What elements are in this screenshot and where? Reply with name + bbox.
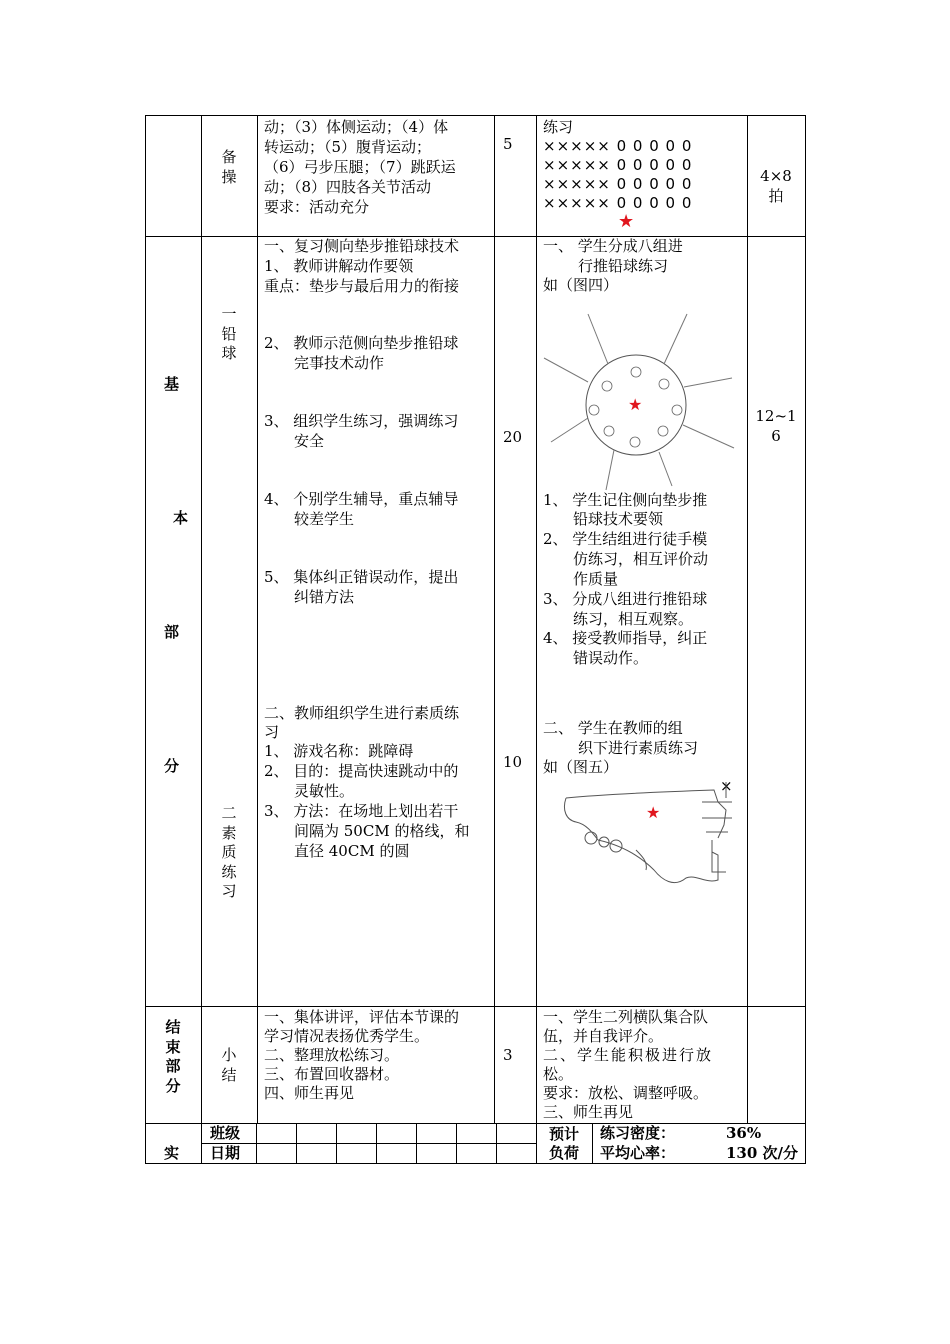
basic-load: 12~1 6 [755, 407, 797, 445]
cross-mark: × [720, 777, 733, 795]
text-line: 较差学生 [294, 510, 355, 528]
text-line: 安全 [294, 432, 325, 450]
fitness-label: 二 素 质 练 习 [221, 804, 237, 900]
density-value: 36% [726, 1124, 762, 1142]
text-line: 间隔为 50CM 的格线，和 [294, 822, 470, 840]
fitness-time: 10 [503, 753, 523, 771]
figure-5-diagram [536, 780, 747, 900]
text-line: 松。 [543, 1065, 574, 1083]
org-line: 如（图四） [543, 276, 619, 294]
shotput-label: 一 铅 球 [221, 305, 237, 362]
text-line: 3、 组织学生练习，强调练习 [264, 412, 459, 430]
text-line: 一、复习侧向垫步推铅球技术 [264, 237, 460, 255]
formation-row: ××××× 0 0 0 0 0 [543, 156, 693, 174]
warmup-section-label: 备 操 [221, 148, 237, 186]
text-line: 动；（8）四肢各关节活动 [264, 178, 432, 196]
warmup-org-title: 练习 [543, 118, 574, 136]
formation-row: ××××× 0 0 0 0 0 [543, 194, 693, 212]
org-line: 错误动作。 [573, 649, 649, 667]
text-line: 二、学生能积极进行放 [543, 1046, 714, 1064]
text-line: 三、布置回收器材。 [264, 1065, 400, 1083]
ending-section-label: 小 结 [221, 1046, 237, 1084]
density-label: 练习密度： [600, 1124, 676, 1142]
org-line: 一、 学生分成八组进 [543, 237, 683, 255]
org-line: 作质量 [573, 570, 619, 588]
text-line: 2、 目的：提高快速跳动中的 [264, 762, 459, 780]
text-line: 二、整理放松练习。 [264, 1046, 400, 1064]
heart-rate-value: 130 次/分 [726, 1144, 799, 1162]
svg-text:★: ★ [628, 395, 643, 414]
org-line: 仿练习，相互评价动 [573, 550, 709, 568]
text-line: 3、 方法：在场地上划出若干 [264, 802, 459, 820]
text-line: 2、 教师示范侧向垫步推铅球 [264, 334, 459, 352]
text-line: 重点：垫步与最后用力的衔接 [264, 277, 460, 295]
warmup-time: 5 [503, 135, 513, 153]
heart-rate-label: 平均心率： [600, 1144, 676, 1162]
org-line: 1、 学生记住侧向垫步推 [543, 491, 708, 509]
formation-row: ××××× 0 0 0 0 0 [543, 137, 693, 155]
ending-time: 3 [503, 1046, 513, 1064]
text-line: 灵敏性。 [294, 782, 355, 800]
org-line: 织下进行素质练习 [578, 739, 699, 757]
org-line: 如（图五） [543, 758, 619, 776]
text-line: 一、集体讲评，评估本节课的 [264, 1008, 460, 1026]
figure-4-diagram [536, 300, 747, 490]
part-char: 分 [164, 757, 180, 775]
org-line: 行推铅球练习 [578, 257, 669, 275]
text-line: 一、学生二列横队集合队 [543, 1008, 709, 1026]
part-char: 部 [164, 623, 180, 641]
text-line: 4、 个别学生辅导，重点辅导 [264, 490, 459, 508]
class-label: 班级 [210, 1124, 241, 1142]
warmup-load: 4×8 拍 [760, 167, 792, 205]
footer-part-label: 实 [164, 1144, 180, 1162]
text-line: 转运动；（5）腹背运动； [264, 138, 432, 156]
text-line: 习 [264, 723, 280, 741]
text-line: 要求：活动充分 [264, 198, 370, 216]
text-line: 5、 集体纠正错误动作，提出 [264, 568, 459, 586]
text-line: 纠错方法 [294, 588, 355, 606]
teacher-star-icon: ★ [618, 211, 635, 232]
shotput-time: 20 [503, 428, 523, 446]
text-line: 动；（3）体侧运动；（4）体 [264, 118, 449, 136]
text-line: 二、教师组织学生进行素质练 [264, 704, 460, 722]
text-line: 伍，并自我评介。 [543, 1027, 664, 1045]
org-line: 4、 接受教师指导，纠正 [543, 629, 708, 647]
org-line: 2、 学生结组进行徒手模 [543, 530, 708, 548]
text-line: 1、 教师讲解动作要领 [264, 257, 414, 275]
text-line: （6）弓步压腿；（7）跳跃运 [264, 158, 456, 176]
part-char: 本 [173, 509, 189, 527]
part-char: 基 [164, 375, 180, 393]
org-line: 3、 分成八组进行推铅球 [543, 590, 708, 608]
svg-text:★: ★ [646, 803, 661, 822]
org-line: 铅球技术要领 [573, 510, 664, 528]
text-line: 四、师生再见 [264, 1084, 355, 1102]
text-line: 直径 40CM 的圆 [294, 842, 410, 860]
text-line: 三、师生再见 [543, 1103, 634, 1121]
ending-part-label: 结 束 部 分 [165, 1018, 181, 1095]
text-line: 1、 游戏名称：跳障碍 [264, 742, 414, 760]
org-line: 练习，相互观察。 [573, 610, 694, 628]
org-line: 二、 学生在教师的组 [543, 719, 683, 737]
forecast-load-label: 预计 负荷 [548, 1125, 579, 1162]
text-line: 学习情况表扬优秀学生。 [264, 1027, 430, 1045]
formation-row: ××××× 0 0 0 0 0 [543, 175, 693, 193]
date-label: 日期 [210, 1144, 241, 1162]
text-line: 要求：放松、调整呼吸。 [543, 1084, 709, 1102]
text-line: 完事技术动作 [294, 354, 385, 372]
